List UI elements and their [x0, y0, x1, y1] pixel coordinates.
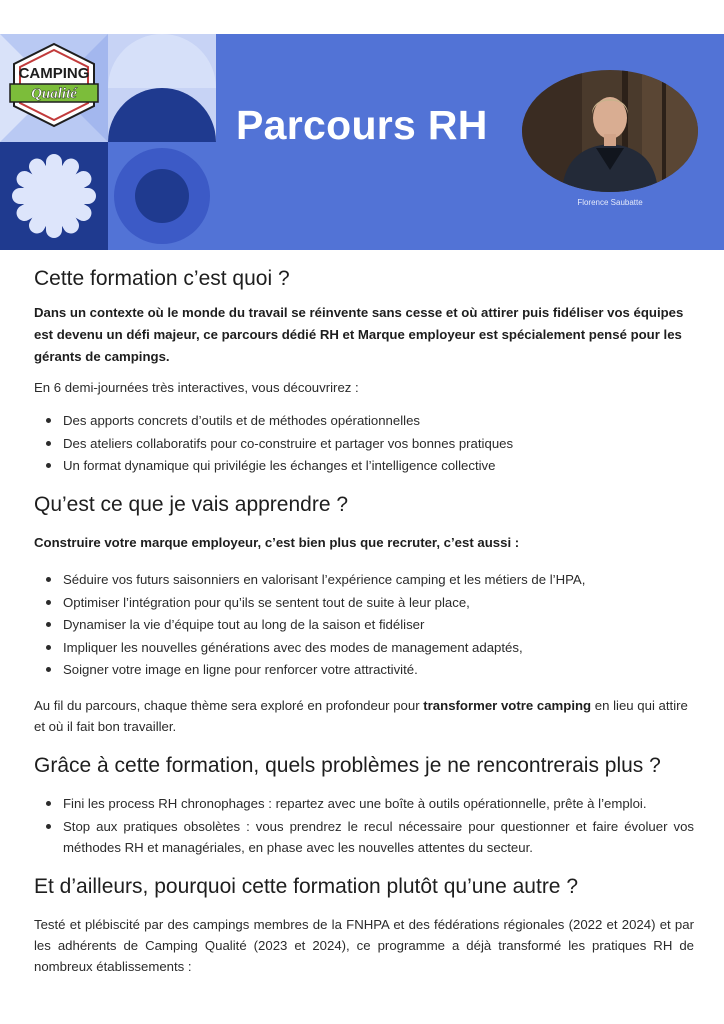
- section-learn: [34, 490, 694, 737]
- list-item: Optimiser l’intégration pour qu’ils se sentent tout de suite à leur place,: [34, 592, 694, 613]
- list-item: Stop aux pratiques obsolètes : vous prendrez le recul nécessaire pour questionner et faire évoluer vos méthodes RH et managériales, en phase avec les nouvelles attentes du secteur.: [34, 816, 694, 858]
- bullet-icon: [46, 645, 51, 650]
- bullet-icon: [46, 801, 51, 806]
- section-why: [34, 872, 694, 977]
- section-what: [34, 264, 694, 476]
- bullet-icon: [46, 667, 51, 672]
- list-item: Séduire vos futurs saisonniers en valorisant l’expérience camping et les métiers de l’HPA,: [34, 569, 694, 590]
- camping-qualite-logo: [6, 42, 102, 128]
- main-content: [34, 264, 694, 977]
- list-item: Impliquer les nouvelles générations avec des modes de management adaptés,: [34, 637, 694, 658]
- list-item: Soigner votre image en ligne pour renforcer votre attractivité.: [34, 659, 694, 680]
- list-item: Fini les process RH chronophages : repartez avec une boîte à outils opérationnelle, prête à l’emploi.: [34, 793, 694, 814]
- header-banner: [0, 34, 724, 250]
- section-lead: Construire votre marque employeur, c’est bien plus que recruter, c’est aussi :: [34, 535, 520, 550]
- bullet-icon: [46, 824, 51, 829]
- bullet-icon: [46, 622, 51, 627]
- section-heading: Grâce à cette formation, quels problèmes je ne rencontrerais plus ?: [34, 754, 661, 777]
- svg-text:CAMPING: CAMPING: [18, 65, 90, 82]
- list-item: Des ateliers collaboratifs pour co-construire et partager vos bonnes pratiques: [34, 433, 694, 454]
- bullet-icon: [46, 600, 51, 605]
- section-problems: [34, 751, 694, 858]
- section-heading: Cette formation c’est quoi ?: [34, 267, 290, 290]
- bullet-list: [34, 410, 694, 476]
- bullet-icon: [46, 441, 51, 446]
- photo-caption: Florence Saubatte: [577, 198, 643, 207]
- svg-text:Qualité: Qualité: [31, 86, 77, 102]
- list-item: Des apports concrets d’outils et de méthodes opérationnelles: [34, 410, 694, 431]
- portrait-photo: [522, 70, 698, 192]
- bullet-list: [34, 793, 694, 858]
- section-heading: Qu’est ce que je vais apprendre ?: [34, 493, 349, 516]
- bullet-icon: [46, 418, 51, 423]
- bullet-icon: [46, 463, 51, 468]
- section-text: Testé et plébiscité par des campings membres de la FNHPA et des fédérations régionales (2022 et 2024) et par les adhérents de Camping Qualité (2023 et 2024), ce programme a déjà transformé les pratiques RH de nombreux établissements :: [34, 916, 694, 974]
- bullet-list: [34, 569, 694, 680]
- list-item: Dynamiser la vie d’équipe tout au long de la saison et fidéliser: [34, 614, 694, 635]
- bullet-icon: [46, 577, 51, 582]
- section-intro: En 6 demi-journées très interactives, vous découvrirez :: [34, 380, 359, 395]
- page-title: Parcours RH: [236, 102, 488, 148]
- section-lead: Dans un contexte où le monde du travail se réinvente sans cesse et où attirer puis fidéliser vos équipes est devenu un défi majeur, ce parcours dédié RH et Marque employeur est spécialement pensé pour les gérants de campings.: [34, 305, 684, 364]
- section-outro: Au fil du parcours, chaque thème sera exploré en profondeur pour transformer votre camping en lieu qui attire et où il fait bon travailler.: [34, 698, 688, 734]
- section-heading: Et d’ailleurs, pourquoi cette formation plutôt qu’une autre ?: [34, 874, 579, 898]
- list-item: Un format dynamique qui privilégie les échanges et l’intelligence collective: [34, 455, 694, 476]
